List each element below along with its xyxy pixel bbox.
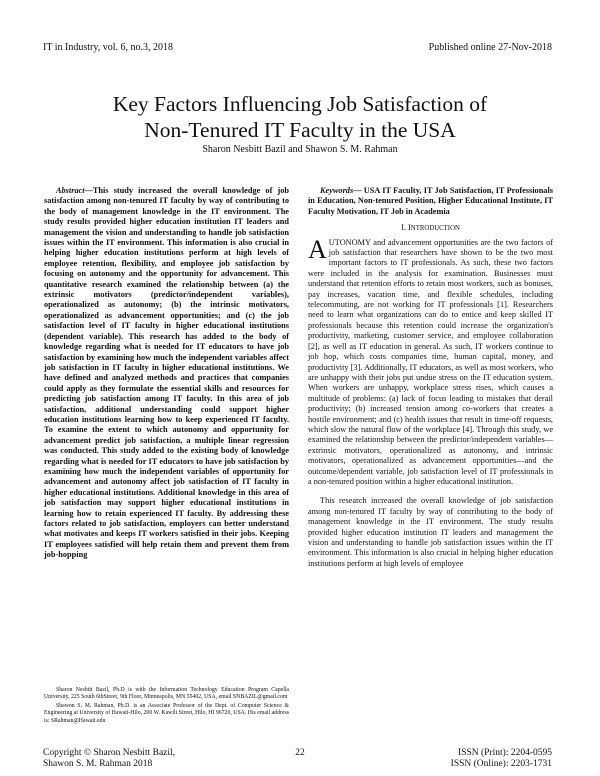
paper-title [40,91,560,143]
issn-print: ISSN (Print): 2204-0595 [458,748,552,758]
title-line-2: Non-Tenured IT Faculty in the USA [144,118,456,142]
abstract-label: Abstract [56,186,85,195]
page-number: 22 [295,748,305,758]
intro-paragraph-1 [308,234,553,488]
right-column [308,186,553,569]
intro-paragraph-2: This research increased the overall knowledge of job satisfaction among non-tenured IT faculty by way of contributing to the body of management knowledge in the IT environment. The study results provided higher education institution IT leaders and management the vision and understanding to handle job satisfaction issues within the IT environment. This information is also crucial in helping higher education institutions perform at high levels of employee [308,496,553,568]
intro-text-1: and advancement opportunities are the two factors of job satisfaction that researchers have shown to be the two most important factors to IT professionals. As such, these two factors were included in the analysis for examination. Businesses must understand that retention efforts to retain most workers, such as bonuses, pay increases, vacation time, and flexible schedules, including telecommuting, are not working for IT professionals [1]. Researchers need to learn what organizations can do to entice and keep skilled IT professionals because this retention could increase the organization's productivity, marketing, customer service, and employee collaboration [2], as well as IT education in general. As such, IT workers continue to job hop, which costs companies time, human capital, money, and productivity [3]. Additionally, IT educators, as well as most workers, who are unhappy with their jobs put undue stress on the IT education system. When workers are unhappy, workplace stress rises, which causes a multitude of problems: (a) lack of focus leading to mistakes that derail productivity; (b) increased tension among co-workers that creates a hostile environment; and (c) health issues that result in time-off requests, which slow the natural flow of the workplace [4]. Through this study, we examined the relationship between the predictor/independent variables—extrinsic motivators, operationalized as autonomy, and intrinsic motivators, operationalized as advancement opportunities—and the outcome/dependent variable, job satisfaction level of IT professionals in a non-tenured position within a higher educational institution. [308,237,553,486]
published-date: Published online 27-Nov-2018 [428,42,552,53]
author-list: Sharon Nesbitt Bazil and Shawon S. M. Rahman [202,144,398,155]
section-heading-introduction [308,223,553,234]
title-line-1: Key Factors Influencing Job Satisfaction of [112,92,488,116]
intro-lead-word: UTONOMY [328,237,371,247]
copyright-notice [43,748,175,770]
footnote-bazil: Sharon Nesbitt Bazil, Ph.D is with the Information Technology Education Program Capella University, 225 South 6thStreet, 9th Floor, Minneapolis, MN 55402, USA, email SNBAZIL@gmail.com [44,687,289,701]
copyright-line-1: Copyright © Sharon Nesbitt Bazil, [43,748,176,758]
journal-header: IT in Industry, vol. 6, no.3, 2018 [43,42,173,53]
footnote-rahman: Shawon S. M. Rahman, Ph.D. is an Associate Professor of the Dept. of Computer Science & Engineering at University of Hawaii-Hilo, 200 W. Kawili Street, Hilo, HI 96720, USA. His email address is: SRahman@Hawaii.edu [44,702,289,724]
abstract-text: —This study increased the overall knowledge of job satisfaction among non-tenured IT faculty by way of contributing to the body of management knowledge in the IT environment. The study results provided higher education institution IT leaders and management the vision and understanding to handle job satisfaction issues within the IT environment. This information is also crucial in helping higher education institutions perform at high levels of employee retention, flexibility, and employee job satisfaction by focusing on autonomy and the opportunity for advancement. This quantitative research examined the relationship between (a) the extrinsic motivators (predictor/independent variables), operationalized as autonomy; (b) the intrinsic motivators, operationalized as advancement opportunities; and (c) the job satisfaction level of IT faculty in higher educational institutions (dependent variable). This research has added to the body of knowledge regarding what is needed for IT educators to have job satisfaction by examining how much the independent variables affect job satisfaction in IT faculty in higher educational institutions. We have defined and analyzed methods and practices that companies could apply as they formulate the essential skills and resources for predicting job satisfaction among IT faculty. In this area of job satisfaction, additional understanding could support higher education institutions learning how to keep experienced IT faculty. To examine the extent to which autonomy and opportunity for advancement predict job satisfaction, a multiple linear regression was conducted. This study added to the existing body of knowledge regarding what is needed for IT educators to have job satisfaction by examining how much the independent variables of opportunity for advancement and autonomy affect job satisfaction of IT faculty in higher educational institutions. Additional knowledge in this area of job satisfaction may support higher educational institutions in learning how to retain experienced IT faculty. By addressing these factors related to job satisfaction, employers can better understand what motivates and keeps IT workers satisfied in their jobs. Keeping IT employees satisfied will help retain them and prevent them from job-hopping [44,186,289,560]
section-rest: NTRODUCTION [410,225,460,233]
keywords-paragraph [308,186,553,217]
copyright-line-2: Shawon S. M. Rahman 2018 [43,759,153,769]
section-first-letter: I [408,223,411,233]
keywords-text: — USA IT Faculty, IT Job Satisfaction, IT Professionals in Education, Non-tenured Position, Higher Educational Institute, IT Faculty Motivation, IT Job in Academia [308,186,553,216]
left-column [44,186,289,561]
issn-info [451,748,552,770]
section-numeral: I. [401,223,409,233]
drop-cap: A [308,234,327,264]
abstract-paragraph [44,186,289,561]
author-footnotes [44,687,289,726]
keywords-label: Keywords [320,186,354,195]
issn-online: ISSN (Online): 2203-1731 [450,759,552,769]
